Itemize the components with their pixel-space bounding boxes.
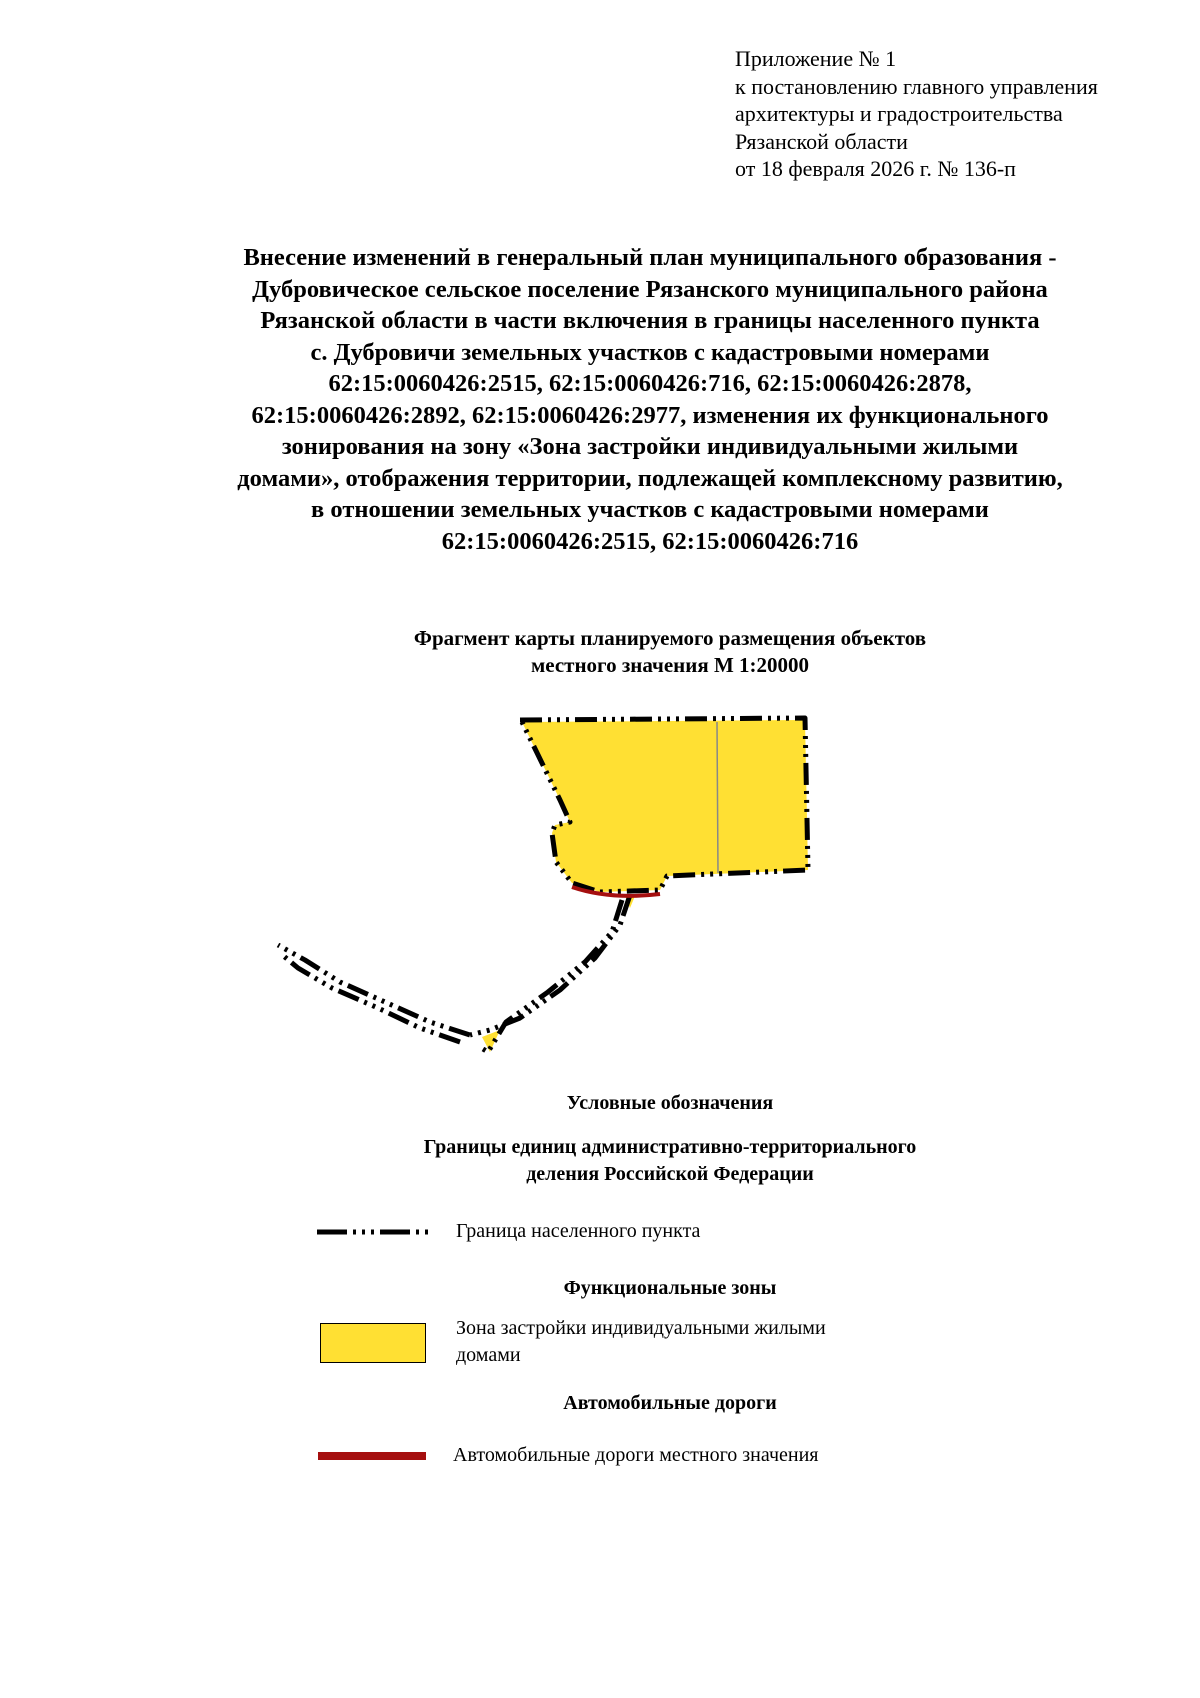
parcel-division-line: [717, 722, 718, 873]
title-line: 62:15:0060426:2892, 62:15:0060426:2977, изменения их функционального: [251, 401, 1049, 429]
appendix-line: Рязанской области: [735, 128, 908, 154]
legend-heading: Условные обозначения: [566, 1092, 774, 1114]
title-line: с. Дубровичи земельных участков с кадастровыми номерами: [310, 338, 990, 366]
title-line: домами», отображения территории, подлежащей комплексному развитию,: [237, 464, 1063, 492]
legend-section-admin: [300, 1134, 1040, 1188]
legend-boundary-symbol: [315, 1226, 430, 1238]
legend-zone-swatch: [320, 1323, 426, 1363]
title-line: 62:15:0060426:2515, 62:15:0060426:716, 62:15:0060426:2878,: [328, 370, 972, 397]
title-line: в отношении земельных участков с кадастровыми номерами: [311, 496, 989, 523]
appendix-line: Приложение № 1: [735, 46, 897, 71]
legend-zone-label-line: Зона застройки индивидуальными жилыми: [456, 1317, 826, 1339]
legend-section-zones: Функциональные зоны: [563, 1277, 777, 1299]
legend-road-swatch: [318, 1452, 426, 1460]
title-line: Дубровическое сельское поселение Рязанского муниципального района: [252, 275, 1048, 303]
title-line: Внесение изменений в генеральный план муниципального образования -: [243, 244, 1057, 271]
map-title-line: местного значения М 1:20000: [530, 653, 810, 677]
appendix-line: от 18 февраля 2026 г. № 136-п: [735, 156, 1016, 181]
legend-section-admin-line: Границы единиц административно-территориального: [423, 1136, 917, 1158]
legend-section-admin-line: деления Российской Федерации: [526, 1163, 814, 1185]
title-line: Рязанской области в части включения в границы населенного пункта: [260, 307, 1040, 334]
map-title-line: Фрагмент карты планируемого размещения объектов: [413, 626, 927, 650]
appendix-line: архитектуры и градостроительства: [735, 101, 1063, 126]
title-line: 62:15:0060426:2515, 62:15:0060426:716: [441, 527, 859, 555]
legend-road-label: Автомобильные дороги местного значения: [453, 1444, 819, 1466]
legend-zone-label-line: домами: [456, 1344, 521, 1366]
legend-zone-label: [456, 1315, 826, 1369]
legend-section-roads: Автомобильные дороги: [563, 1392, 777, 1414]
title-line: зонирования на зону «Зона застройки индивидуальными жилыми: [281, 433, 1019, 460]
appendix-line: к постановлению главного управления: [735, 73, 1098, 99]
legend-boundary-label: Граница населенного пункта: [456, 1220, 701, 1242]
